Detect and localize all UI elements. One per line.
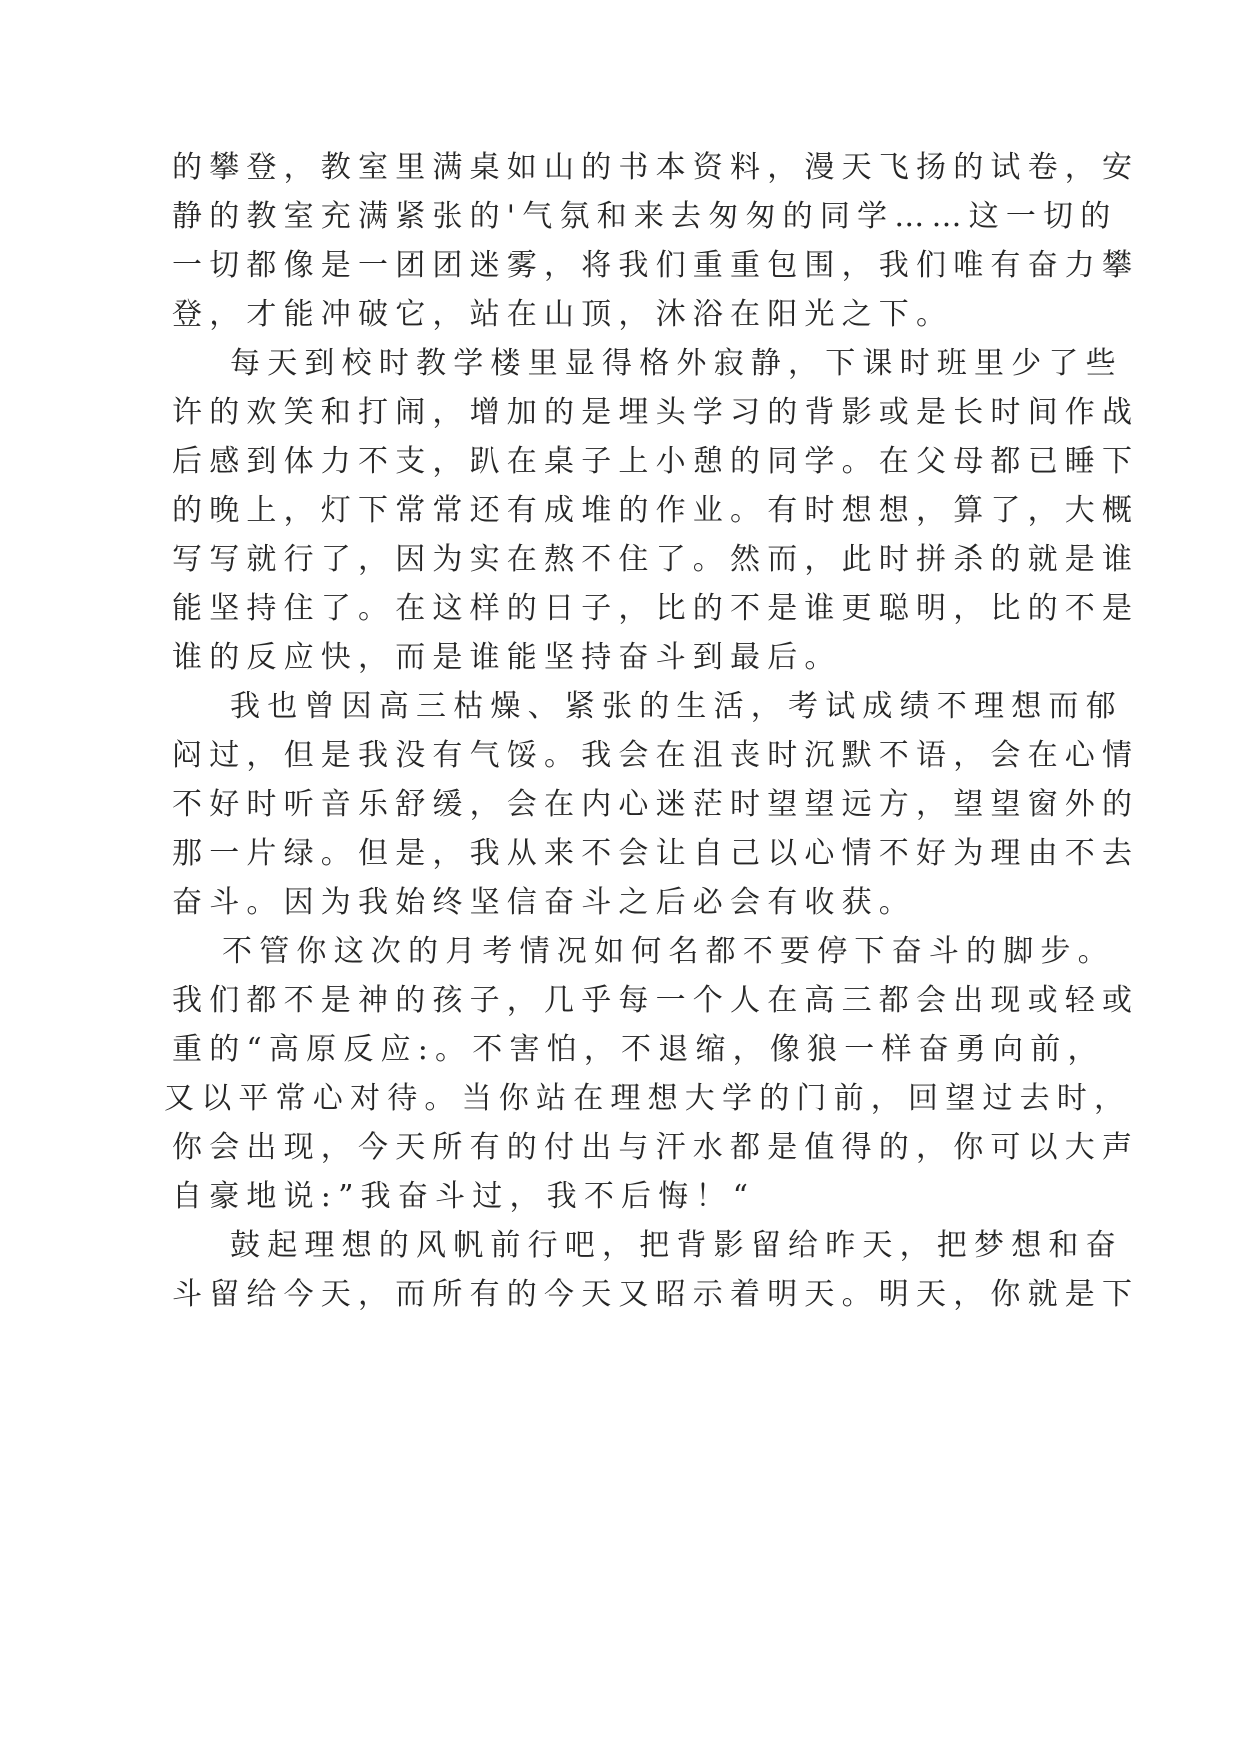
text-line: 我们都不是神的孩子，几乎每一个人在高三都会出现或轻或 [172,983,1140,1018]
text-line: 的攀登，教室里满桌如山的书本资料，漫天飞扬的试卷，安 [172,150,1140,185]
text-line: 重的“高原反应:。不害怕，不退缩，像狼一样奋勇向前， [172,1032,1105,1067]
text-line: 静的教室充满紧张的'气氛和来去匆匆的同学……这一切的 [172,199,1118,234]
text-line: 你会出现，今天所有的付出与汗水都是值得的，你可以大声 [172,1130,1140,1165]
text-line: 奋斗。因为我始终坚信奋斗之后必会有收获。 [172,885,916,920]
text-line: 登，才能冲破它，站在山顶，沐浴在阳光之下。 [172,297,954,332]
text-line: 后感到体力不支，趴在桌子上小憩的同学。在父母都已睡下 [172,444,1140,479]
text-line: 许的欢笑和打闹，增加的是埋头学习的背影或是长时间作战 [172,395,1140,430]
text-line: 鼓起理想的风帆前行吧，把背影留给昨天，把梦想和奋 [230,1228,1123,1263]
text-line: 谁的反应快，而是谁能坚持奋斗到最后。 [172,640,842,675]
text-line: 斗留给今天，而所有的今天又昭示着明天。明天，你就是下 [172,1277,1140,1312]
text-line: 又以平常心对待。当你站在理想大学的门前，回望过去时， [164,1081,1132,1116]
text-line: 闷过，但是我没有气馁。我会在沮丧时沉默不语，会在心情 [172,738,1140,773]
text-line: 自豪地说:”我奋斗过，我不后悔！“ [172,1179,756,1214]
text-line: 的晚上，灯下常常还有成堆的作业。有时想想，算了，大概 [172,493,1140,528]
text-line: 我也曾因高三枯燥、紧张的生活，考试成绩不理想而郁 [230,689,1123,724]
text-line: 能坚持住了。在这样的日子，比的不是谁更聪明，比的不是 [172,591,1140,626]
text-line: 不好时听音乐舒缓，会在内心迷茫时望望远方，望望窗外的 [172,787,1140,822]
text-line: 写写就行了，因为实在熬不住了。然而，此时拼杀的就是谁 [172,542,1140,577]
text-line: 那一片绿。但是，我从来不会让自己以心情不好为理由不去 [172,836,1140,871]
text-line: 一切都像是一团团迷雾，将我们重重包围，我们唯有奋力攀 [172,248,1140,283]
text-line: 每天到校时教学楼里显得格外寂静，下课时班里少了些 [230,346,1123,381]
text-line: 不管你这次的月考情况如何名都不要停下奋斗的脚步。 [222,934,1115,969]
